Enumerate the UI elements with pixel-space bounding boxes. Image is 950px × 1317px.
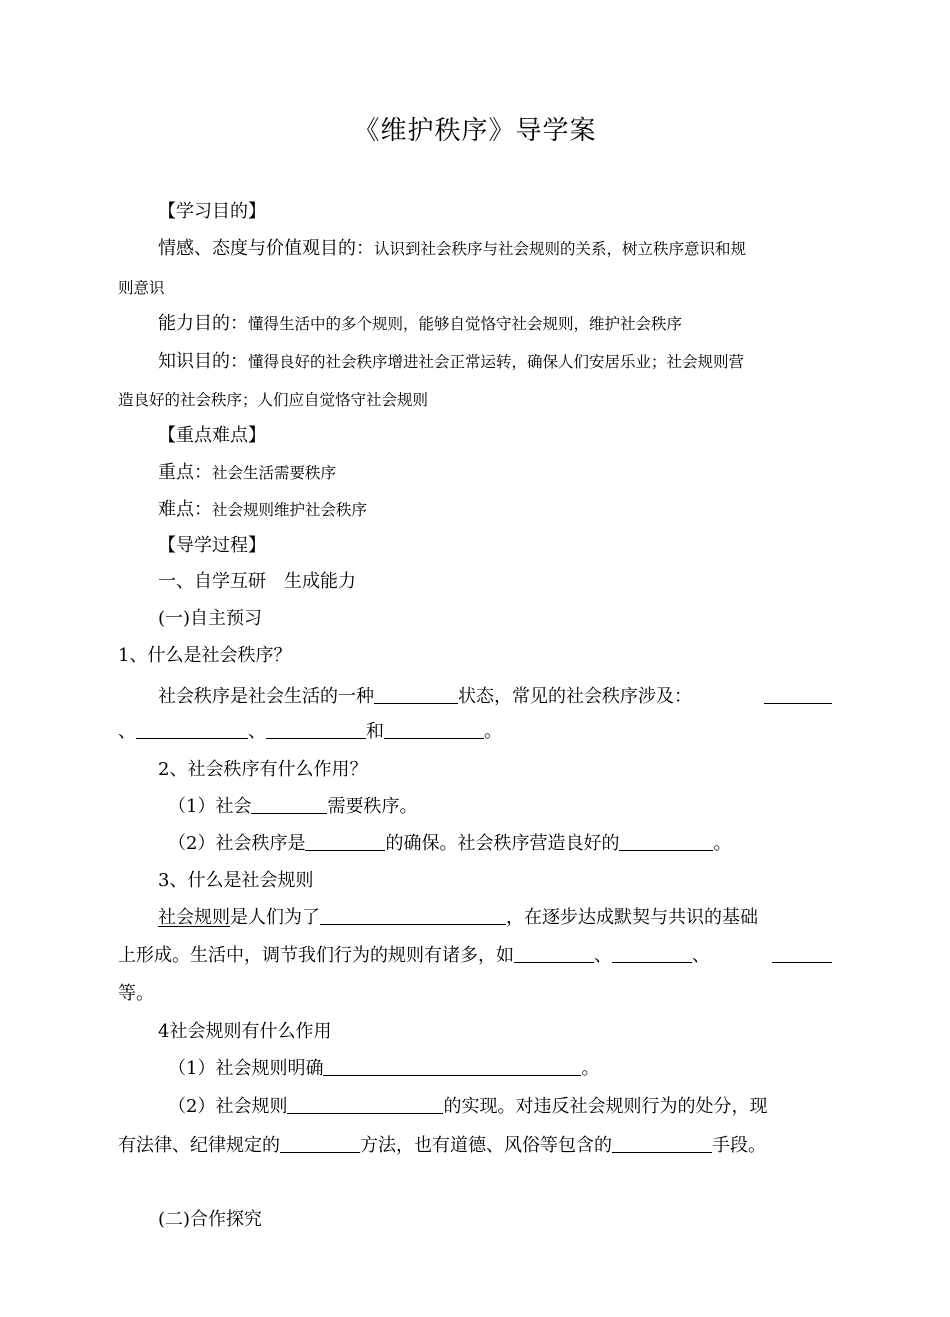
- emotion-label: 情感、态度与价值观目的：: [158, 238, 374, 259]
- answer-blank[interactable]: [280, 1134, 360, 1153]
- ability-label: 能力目的：: [158, 313, 248, 334]
- answer-blank[interactable]: [772, 944, 832, 963]
- emotion-text: 认识到社会秩序与社会规则的关系，树立秩序意识和规: [374, 240, 747, 258]
- answer-blank[interactable]: [305, 832, 385, 851]
- q2-1-text-a: （1）社会: [168, 796, 252, 817]
- ability-text: 懂得生活中的多个规则，能够自觉恪守社会规则，维护社会秩序: [248, 315, 683, 333]
- key-point: [158, 461, 832, 485]
- cooperative-inquiry-heading: (二)合作探究: [158, 1209, 263, 1230]
- q4-2-text-a: （2）社会规则: [168, 1096, 288, 1117]
- answer-blank[interactable]: [136, 720, 248, 739]
- separator: 、: [118, 721, 136, 742]
- answer-blank[interactable]: [266, 720, 366, 739]
- answer-blank[interactable]: [320, 906, 506, 925]
- separator: 、: [594, 945, 612, 966]
- conjunction: 和: [366, 721, 384, 742]
- key-text: 社会生活需要秩序: [212, 464, 337, 482]
- question-3-line-2: [118, 944, 832, 968]
- knowledge-objective: [158, 350, 832, 374]
- knowledge-text: 懂得良好的社会秩序增进社会正常运转，确保人们安居乐业；社会规则营: [248, 353, 745, 371]
- q4-3-text-b: 方法，也有道德、风俗等包含的: [360, 1135, 612, 1156]
- q4-3-text-c: 手段。: [712, 1135, 766, 1156]
- difficulty-text: 社会规则维护社会秩序: [212, 501, 368, 519]
- period: 。: [713, 833, 732, 854]
- answer-blank[interactable]: [384, 720, 484, 739]
- period: 。: [484, 721, 502, 742]
- q1-text-a: 社会秩序是社会生活的一种: [158, 686, 374, 707]
- answer-blank[interactable]: [374, 685, 458, 704]
- answer-blank[interactable]: [612, 944, 692, 963]
- question-1-line-2: [118, 720, 832, 744]
- q2-2-text-a: （2）社会秩序是: [168, 833, 306, 854]
- process-heading: 【导学过程】: [158, 535, 266, 556]
- q4-2-text-b: 的实现。对违反社会规则行为的处分，现: [443, 1096, 768, 1117]
- question-4-line-3: [118, 1134, 832, 1158]
- question-1-line-1: [158, 685, 832, 709]
- objectives-heading: 【学习目的】: [158, 201, 266, 222]
- q3-text-b: ，在逐步达成默契与共识的基础: [506, 907, 758, 928]
- knowledge-text-cont: 造良好的社会秩序；人们应自觉恪守社会规则: [118, 391, 429, 409]
- question-4-item-1: [168, 1057, 832, 1081]
- answer-blank[interactable]: [251, 795, 327, 814]
- answer-blank[interactable]: [619, 832, 713, 851]
- q4-3-text-a: 有法律、纪律规定的: [118, 1135, 280, 1156]
- separator: 、: [248, 721, 266, 742]
- answer-blank[interactable]: [514, 944, 594, 963]
- ability-objective: [158, 312, 832, 336]
- question-3-line-1: [158, 906, 832, 930]
- q4-1-text-a: （1）社会规则明确: [168, 1058, 324, 1079]
- separator: 、: [692, 945, 710, 966]
- period: 。: [581, 1058, 600, 1079]
- key-label: 重点：: [158, 462, 212, 483]
- question-3: 3、什么是社会规则: [158, 870, 314, 891]
- emotion-text-cont: 则意识: [118, 279, 165, 297]
- underlined-term: 社会规则: [158, 907, 230, 928]
- q3-text-c: 上形成。生活中，调节我们行为的规则有诸多，如: [118, 945, 514, 966]
- emotion-objective: [158, 237, 832, 261]
- answer-blank[interactable]: [764, 685, 832, 704]
- answer-blank[interactable]: [323, 1057, 581, 1076]
- q2-2-text-b: 的确保。社会秩序营造良好的: [385, 833, 620, 854]
- difficulty-label: 难点：: [158, 499, 212, 520]
- question-2-item-1: [168, 795, 832, 819]
- q3-text-a: 是人们为了: [230, 907, 320, 928]
- difficulty-point: [158, 498, 832, 522]
- answer-blank[interactable]: [612, 1134, 712, 1153]
- q2-1-text-b: 需要秩序。: [327, 796, 418, 817]
- knowledge-label: 知识目的：: [158, 351, 248, 372]
- question-1: 1、什么是社会秩序？: [118, 645, 292, 666]
- key-difficulty-heading: 【重点难点】: [158, 425, 266, 446]
- question-2-item-2: [168, 832, 832, 856]
- answer-blank[interactable]: [287, 1095, 443, 1114]
- question-2: 2、社会秩序有什么作用？: [158, 759, 368, 780]
- question-3-line-3: 等。: [118, 983, 154, 1004]
- q1-text-b: 状态，常见的社会秩序涉及：: [458, 686, 692, 707]
- document-title: 《维护秩序》导学案: [353, 116, 597, 146]
- part-one-heading: 一、自学互研 生成能力: [158, 571, 356, 592]
- self-study-heading: (一)自主预习: [158, 608, 263, 629]
- question-4: 4社会规则有什么作用: [158, 1021, 332, 1042]
- question-4-item-2: [168, 1095, 832, 1119]
